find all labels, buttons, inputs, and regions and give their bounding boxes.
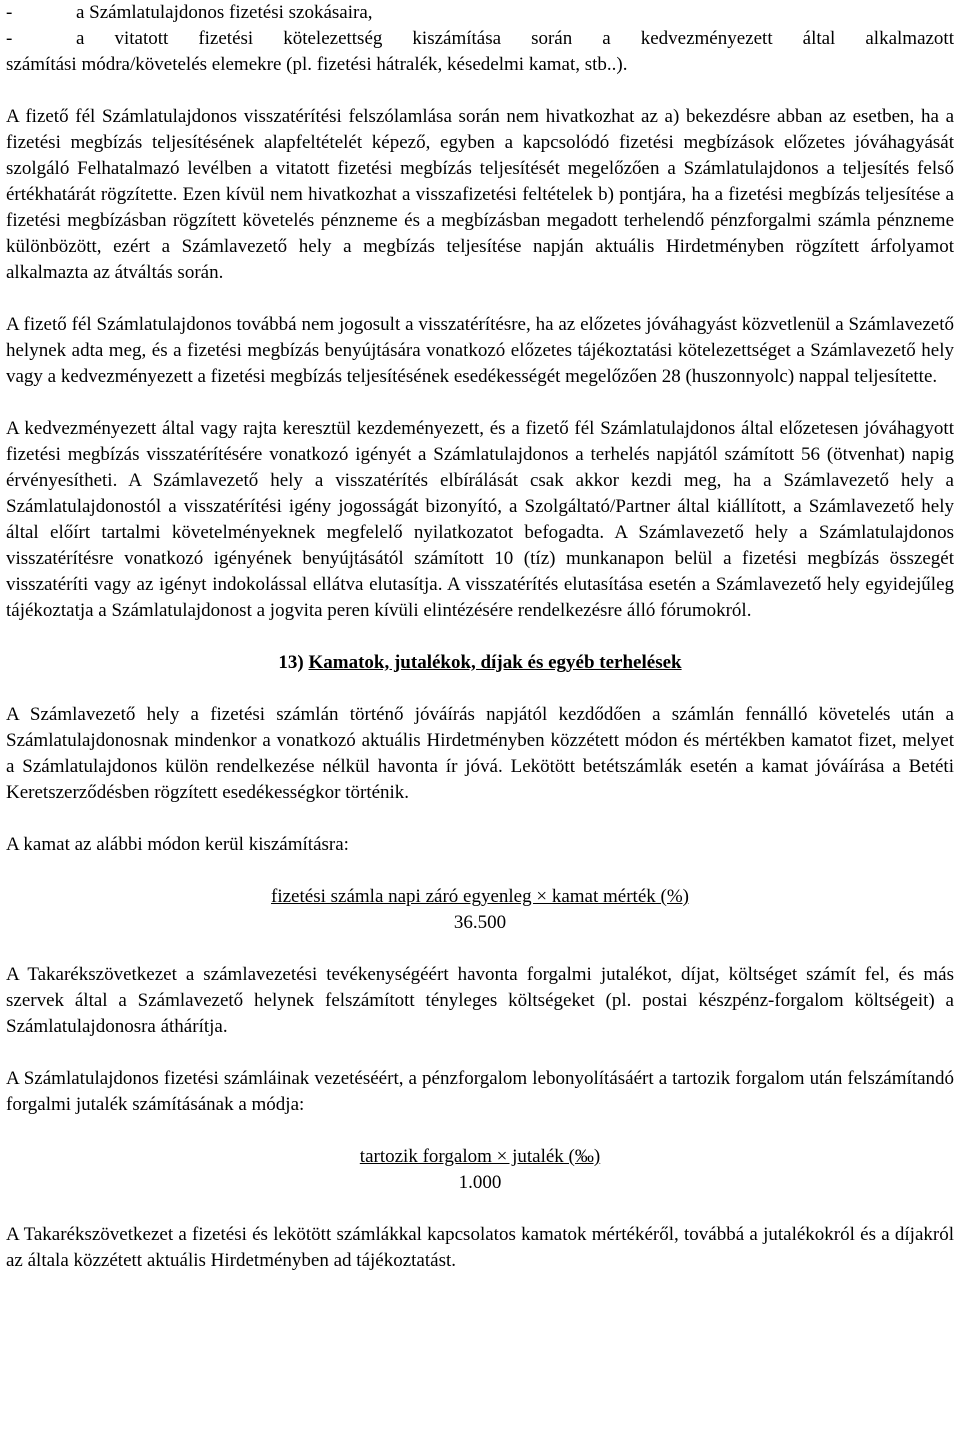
paragraph: A fizető fél Számlatulajdonos visszatérítési felszólamlása során nem hivatkozhat az a) bekezdésre abban az esetben, ha a fizetési megbízás teljesítésének alapfeltételét képező, egyben a kapcsolódó fizetési megbízások előzetes jóváhagyását szolgáló Felhatalmazó levélben a vitatott fizetési megbízás teljesítését megelőzően a Számlatulajdonos a teljesítés felső értékhatárát rögzítette. Ezen kívül nem hivatkozhat a visszafizetési feltételek b) pontjára, ha a fizetési megbízás teljesítése a fizetési megbízásban rögzített követelés pénzneme és a megbízásban megadott terhelendő pénzforgalmi számla pénzneme különbözött, ezért a Számlavezető hely a megbízás teljesítése napján aktuális Hirdetményben rögzített árfolyamot alkalmazta az átváltás során.: [6, 106, 954, 283]
list-item-text: a vitatott fizetési kötelezettség kiszámítása során a kedvezményezett által alkalmazott: [76, 28, 954, 49]
list-item: [6, 26, 954, 52]
list-item-continuation: számítási módra/követelés elemekre (pl. fizetési hátralék, késedelmi kamat, stb..).: [6, 54, 628, 75]
list-item: [6, 0, 954, 26]
formula-numerator: tartozik forgalom × jutalék (‰): [359, 1146, 601, 1167]
paragraph: A kedvezményezett által vagy rajta keresztül kezdeményezett, és a fizető fél Számlatulajdonos által előzetesen jóváhagyott fizetési megbízás visszatérítésére vonatkozó igényét a Számlatulajdonos a terhelés napjától számított 56 (ötvenhat) napig érvényesítheti. A Számlavezető hely a visszatérítés elbírálását csak akkor kezdi meg, ha a Számlavezető hely a Számlatulajdonostól a visszatérítési igény jogosságát bizonyító, a Szolgáltató/Partner által kiállított, a Számlavezető hely által előírt tartalmi követelményeknek megfelelő nyilatkozatot befogadta. A Számlavezető hely a Számlatulajdonos visszatérítésre vonatkozó igényének benyújtásától számított 10 (tíz) munkanapon belül a fizetési megbízás összegét visszatéríti vagy az igényt indokolással ellátva elutasítja. A visszatérítés elutasítása esetén a Számlavezető hely egyidejűleg tájékoztatja a Számlatulajdonost a jogvita peren kívüli elintézésére rendelkezésre álló fórumokról.: [6, 418, 954, 621]
commission-formula: [6, 1144, 954, 1196]
formula-numerator: fizetési számla napi záró egyenleg × kamat mérték (%): [271, 886, 689, 907]
document-page: [6, 0, 954, 1300]
section-heading: [6, 650, 954, 676]
paragraph: A Takarékszövetkezet a számlavezetési tevékenységéért havonta forgalmi jutalékot, díjat, költséget számít fel, és más szervek által a Számlavezető helynek felszámított tényleges költségeket (pl. postai készpénz-forgalom költségeit) a Számlatulajdonosra áthárítja.: [6, 964, 954, 1037]
interest-formula: [6, 884, 954, 936]
list-item-text: a Számlatulajdonos fizetési szokásaira,: [76, 2, 373, 23]
section-title: Kamatok, jutalékok, díjak és egyéb terhelések: [308, 652, 682, 673]
paragraph: A Számlatulajdonos fizetési számláinak vezetéséért, a pénzforgalom lebonyolításáért a tartozik forgalom után felszámítandó forgalmi jutalék számításának a módja:: [6, 1068, 954, 1115]
formula-denominator: 36.500: [453, 912, 507, 933]
formula-denominator: 1.000: [458, 1172, 502, 1193]
paragraph: A Számlavezető hely a fizetési számlán történő jóváírás napjától kezdődően a számlán fennálló követelés után a Számlatulajdonosnak mindenkor a vonatkozó aktuális Hirdetményben közzétett módon és mértékben kamatot fizet, melyet a Számlatulajdonos külön rendelkezése nélkül havonta ír jóvá. Lekötött betétszámlák esetén a kamat jóváírása a Betéti Keretszerződésben rögzített esedékességkor történik.: [6, 704, 954, 803]
paragraph: A kamat az alábbi módon kerül kiszámításra:: [6, 834, 349, 855]
paragraph: A Takarékszövetkezet a fizetési és lekötött számlákkal kapcsolatos kamatok mértékéről, továbbá a jutalékokról és a díjakról az általa közzétett aktuális Hirdetményben ad tájékoztatást.: [6, 1224, 954, 1271]
list-dash: -: [6, 28, 13, 49]
paragraph: A fizető fél Számlatulajdonos továbbá nem jogosult a visszatérítésre, ha az előzetes jóváhagyást közvetlenül a Számlavezető helynek adta meg, és a fizetési megbízás benyújtására vonatkozó előzetes tájékoztatási kötelezettséget a Számlavezető hely vagy a kedvezményezett a fizetési megbízás teljesítésének esedékességét megelőzően 28 (huszonnyolc) nappal teljesítette.: [6, 314, 954, 387]
section-number: 13): [278, 652, 304, 673]
list-dash: -: [6, 2, 13, 23]
